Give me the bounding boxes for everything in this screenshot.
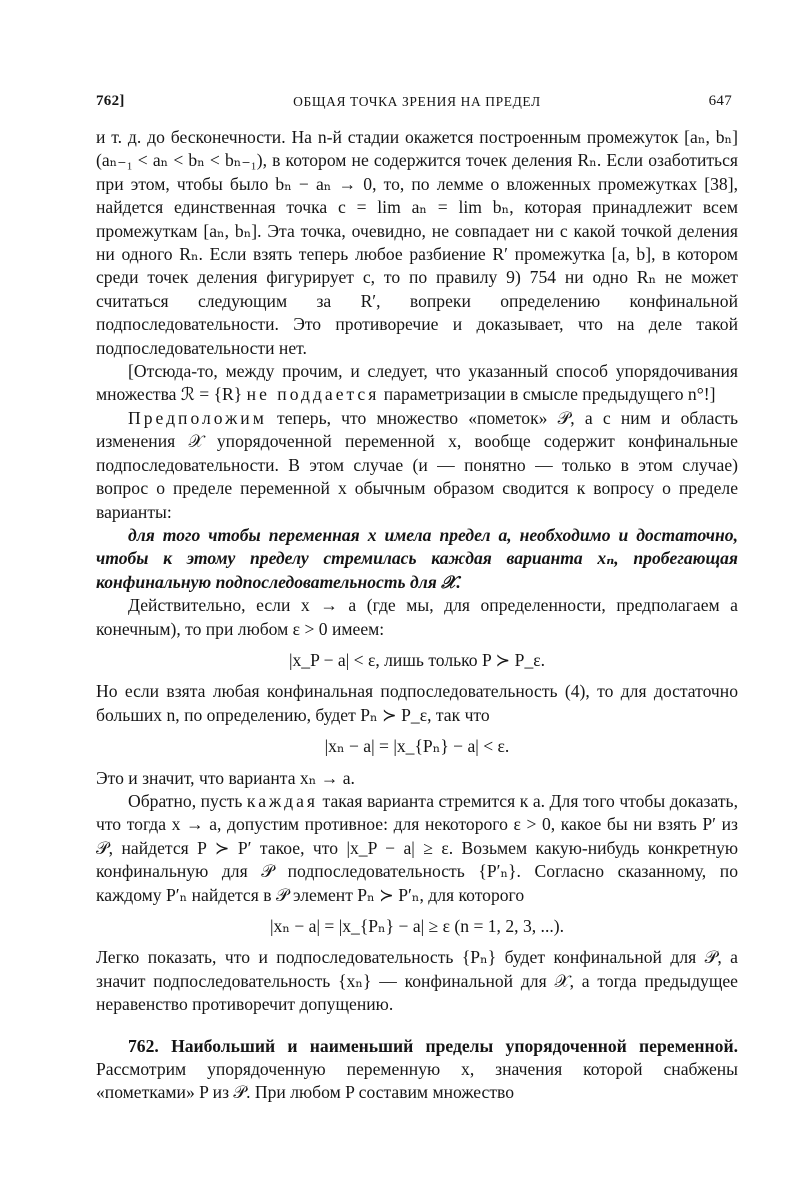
book-page <box>96 86 738 1105</box>
section-number: 762. <box>128 1035 159 1056</box>
assumption-text: теперь, что множество «пометок» 𝒫, а с ним и область изменения 𝒳 упорядоченной переменной x, вообще содержит конфинальные подпоследовательности. В этом случае (и — понятно — только в этом случае) вопрос о пределе переменной x обычным образом сводится к вопросу о пределе варианты: <box>96 407 738 522</box>
formula-3: |xₙ − a| = |x_{Pₙ} − a| ≥ ε (n = 1, 2, 3, ...). <box>270 916 564 936</box>
section-text: Рассмотрим упорядоченную переменную x, значения которой снабжены «пометками» P из 𝒫. При любом P составим множество <box>96 1059 738 1103</box>
converse-text-after: такая варианта стремится к a. Для того чтобы доказать, что тогда x → a, допустим противное: для некоторого ε > 0, какое бы ни взять P′ из 𝒫, найдется P ≻ P′ такое, что |x_P − a| ≥ ε. Возьмем какую-нибудь конкретную конфинальную для 𝒫 подпоследовательность {P′ₙ}. Согласно сказанному, по каждому P′ₙ найдется в 𝒫 элемент Pₙ ≻ P′ₙ, для которого <box>96 790 738 905</box>
header-section-ref: 762] <box>96 93 125 109</box>
header-page-number: 647 <box>708 93 732 109</box>
converse-text-before: Обратно, пусть <box>128 790 243 811</box>
header-running-title: ОБЩАЯ ТОЧКА ЗРЕНИЯ НА ПРЕДЕЛ <box>293 94 541 109</box>
paragraph-continuation: и т. д. до бесконечности. На n-й стадии окажется построенным промежуток [aₙ, bₙ] (aₙ₋₁ < aₙ < bₙ < bₙ₋₁), в котором не содержится точек деления Rₙ. Если озаботиться при этом, чтобы было bₙ − aₙ → 0, то, по лемме о вложенных промежутках [38], найдется единственная точка c = lim aₙ = lim bₙ, которая принадлежит всем промежуткам [aₙ, bₙ]. Эта точка, очевидно, не совпадает ни с какой точкой деления ни одного Rₙ. Если взять теперь любое разбиение R′ промежутка [a, b], в котором среди точек деления фигурирует c, то по правилу 9) 754 ни одно Rₙ не может считаться следующим за R′, вопреки определению конфинальной подпоследовательности. Это противоречие и доказывает, что на деле такой подпоследовательности нет. <box>96 127 738 358</box>
paragraph-conclusion: Это и значит, что варианта xₙ → a. <box>96 767 355 788</box>
paragraph-subsequence: Но если взята любая конфинальная подпоследовательность (4), то для достаточно больших n, по определению, будет Pₙ ≻ P_ε, так что <box>96 681 738 725</box>
formula-2: |xₙ − a| = |x_{Pₙ} − a| < ε. <box>324 736 510 757</box>
remark-text-before: [Отсюда-то, между прочим, и следует, что указанный способ упорядочивания множества ℛ = {R} <box>96 361 738 405</box>
paragraph-converse <box>96 790 738 907</box>
section-title: Наибольший и наименьший пределы упорядоченной переменной. <box>171 1035 738 1056</box>
paragraph-proof-start: Действительно, если x → a (где мы, для определенности, предполагаем a конечным), то при любом ε > 0 имеем: <box>96 595 738 639</box>
assumption-spaced-word: Предположим <box>128 407 267 428</box>
remark-text-after: параметризации в смысле предыдущего n°!] <box>383 384 716 405</box>
paragraph-final: Легко показать, что и подпоследовательность {Pₙ} будет конфинальной для 𝒫, а значит подпоследовательность {xₙ} — конфинальной для 𝒳, а тогда предыдущее неравенство противоречит допущению. <box>96 947 738 1015</box>
paragraph-bracketed-remark <box>96 360 738 407</box>
theorem-statement: для того чтобы переменная x имела предел a, необходимо и достаточно, чтобы к этому пределу стремилась каждая варианта xₙ, пробегающая конфинальную подпоследовательность для 𝒳. <box>96 524 738 592</box>
converse-spaced-word: каждая <box>246 790 319 811</box>
formula-1: |x_P − a| < ε, лишь только P ≻ P_ε. <box>288 649 546 670</box>
remark-spaced-text: не поддается <box>246 384 380 405</box>
paragraph-assumption <box>96 407 738 524</box>
running-header <box>96 86 738 112</box>
section-762 <box>96 1035 738 1105</box>
